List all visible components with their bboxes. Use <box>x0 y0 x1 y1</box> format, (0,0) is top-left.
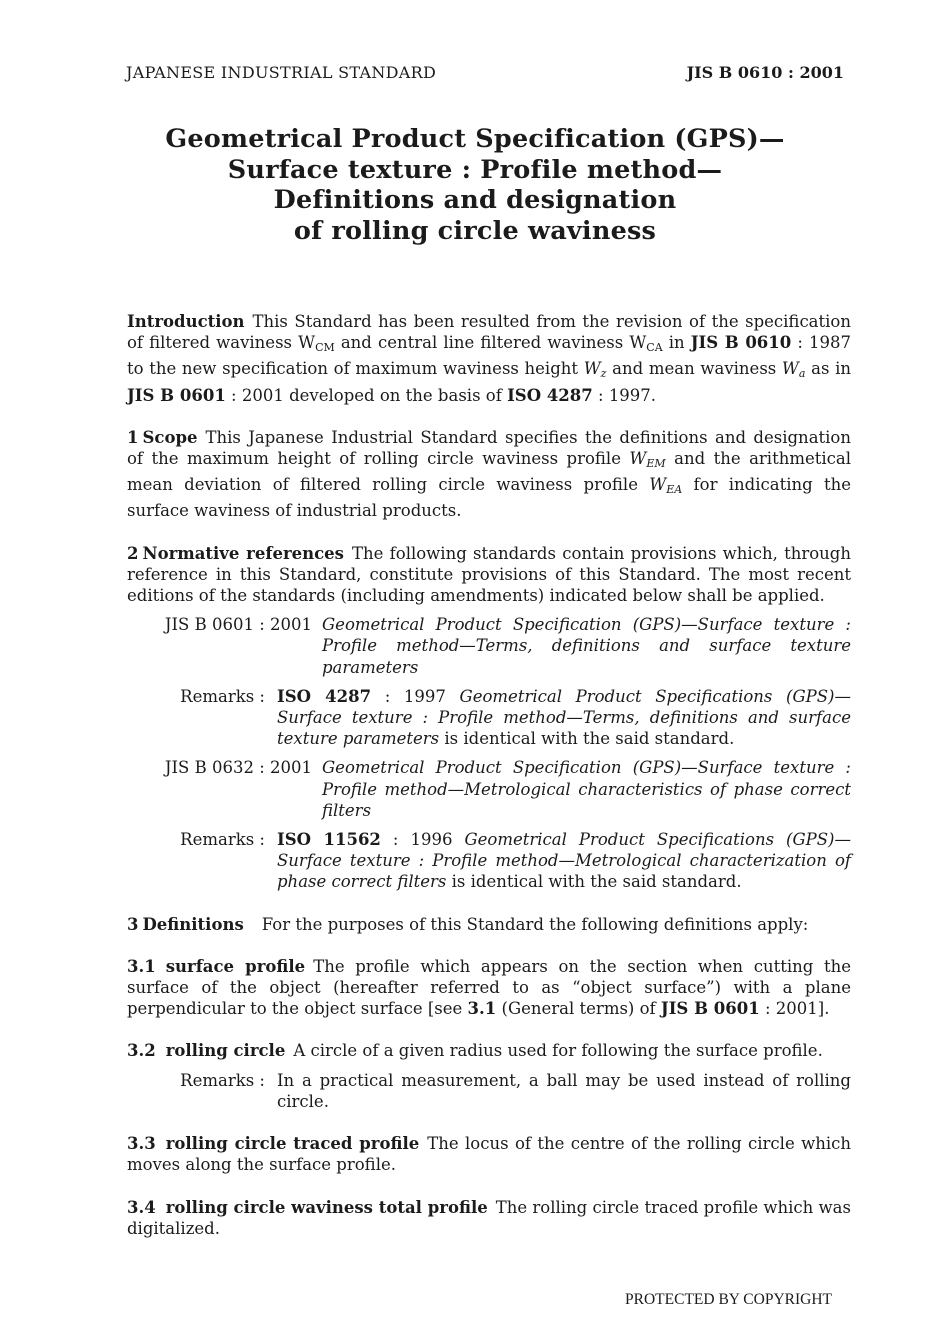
remark-tail: is identical with the said standard. <box>439 729 735 749</box>
definition-text: The profile which appears on the section when cutting the surface of the object (hereafter referred to as “object surface”) with a plane perpendicular to the object surface [see <box>127 956 851 1019</box>
standard-reference: JIS B 0610 <box>690 333 792 353</box>
intro-text: : 1997. <box>592 385 657 405</box>
symbol: W <box>649 475 667 495</box>
copyright-notice: PROTECTED BY COPYRIGHT <box>625 1291 832 1308</box>
symbol: W <box>781 359 799 379</box>
scope-text: and the arithmetical mean deviation of filtered rolling circle waviness profile <box>127 449 851 495</box>
definition-term: rolling circle waviness total profile <box>165 1197 488 1217</box>
definitions-heading: Definitions <box>142 914 244 934</box>
symbol: W <box>629 449 647 469</box>
definition-text: The locus of the centre of the rolling circle which moves along the surface profile. <box>127 1134 851 1175</box>
section-number: 2 <box>127 543 139 563</box>
iso-reference: ISO 11562 <box>277 830 381 850</box>
definition-number: 3.2 <box>127 1041 156 1061</box>
reference-entry <box>127 614 851 678</box>
scope-heading: Scope <box>142 427 198 447</box>
normative-references-section <box>127 543 851 893</box>
remark-tail: is identical with the said standard. <box>446 872 742 892</box>
header-standard-label: JAPANESE INDUSTRIAL STANDARD <box>126 63 437 82</box>
iso-reference: ISO 4287 <box>277 686 372 706</box>
definition-3-1 <box>127 956 851 1020</box>
subscript: EM <box>646 457 666 471</box>
title-line-1: Geometrical Product Specification (GPS)— <box>165 124 785 154</box>
reference-title: Geometrical Product Specification (GPS)—Surface texture : Profile method—Terms, definitions and surface texture parameters <box>322 615 851 677</box>
remark-label: Remarks : <box>180 686 265 706</box>
reference-label: JIS B 0632 : 2001 <box>164 758 312 778</box>
clause-reference: 3.1 <box>467 999 497 1019</box>
definition-3-3 <box>127 1133 851 1175</box>
definition-3-4 <box>127 1197 851 1239</box>
normative-references-text: The following standards contain provisions which, through reference in this Standard, constitute provisions of this Standard. The most recent editions of the standards (including amendments) indicated below shall be applied. <box>127 543 851 606</box>
intro-text: as in <box>805 359 851 379</box>
definition-3-2 <box>127 1040 851 1112</box>
definitions-text: For the purposes of this Standard the following definitions apply: <box>261 914 809 934</box>
introduction-heading: Introduction <box>127 312 245 331</box>
remark-title: Geometrical Product Specifications (GPS)—Surface texture : Profile method—Terms, definitions and surface texture parameters <box>277 686 851 749</box>
definition-number: 3.1 <box>127 956 156 976</box>
title-line-4: of rolling circle waviness <box>293 215 657 246</box>
normative-references-paragraph <box>127 543 851 607</box>
intro-text: and mean waviness <box>606 359 782 379</box>
intro-text: in <box>662 333 691 353</box>
definitions-paragraph <box>127 914 851 935</box>
subscript: EA <box>666 483 683 497</box>
standard-reference: ISO 4287 <box>507 385 593 405</box>
symbol: W <box>583 359 601 379</box>
reference-title: Geometrical Product Specification (GPS)—Surface texture : Profile method—Metrological characteristics of phase correct filters <box>322 758 851 820</box>
normative-references-heading: Normative references <box>142 543 344 563</box>
remark-text: In a practical measurement, a ball may be used instead of rolling circle. <box>277 1070 851 1111</box>
section-number: 3 <box>127 914 139 934</box>
intro-text: This Standard has been resulted from the revision of the specification of filtered waviness W <box>127 312 851 353</box>
definition-text: (General terms) of <box>496 999 661 1019</box>
intro-text: and central line filtered waviness W <box>334 333 647 353</box>
definition-number: 3.3 <box>127 1134 156 1154</box>
subscript: z <box>600 367 607 381</box>
title-line-3: Definitions and designation <box>273 185 677 215</box>
remark-label: Remarks : <box>180 1070 265 1090</box>
scope-text: This Japanese Industrial Standard specifies the definitions and designation of the maximum height of rolling circle waviness profile <box>127 427 851 469</box>
definition-term: rolling circle <box>165 1041 286 1061</box>
definition-3-2-text <box>127 1040 851 1061</box>
introduction-paragraph <box>127 311 851 406</box>
definition-text: A circle of a given radius used for following the surface profile. <box>293 1041 823 1061</box>
intro-text: : 1987 to the new specification of maximum waviness height <box>127 333 851 379</box>
intro-text: : 2001 developed on the basis of <box>225 385 508 405</box>
reference-entry <box>127 757 851 821</box>
scope-text: for indicating the surface waviness of industrial products. <box>127 475 851 521</box>
remark-label: Remarks : <box>180 830 265 850</box>
remark-year: : 1997 <box>371 686 460 706</box>
standard-reference: JIS B 0601 <box>660 999 760 1019</box>
definition-text: The rolling circle traced profile which was digitalized. <box>127 1197 851 1238</box>
document-title <box>0 124 950 246</box>
definition-term: surface profile <box>165 956 306 976</box>
definition-remark <box>127 1070 851 1112</box>
document-body <box>127 311 851 1260</box>
reference-label: JIS B 0601 : 2001 <box>164 615 312 635</box>
definition-term: rolling circle traced profile <box>165 1134 420 1154</box>
standard-reference: JIS B 0601 <box>127 385 226 405</box>
definition-text: : 2001]. <box>759 999 830 1019</box>
subscript: CM <box>315 341 335 355</box>
subscript: a <box>798 367 806 381</box>
reference-remark <box>127 829 851 893</box>
remark-year: : 1996 <box>380 830 465 850</box>
definition-number: 3.4 <box>127 1197 156 1217</box>
remark-text <box>277 829 851 893</box>
title-line-2: Surface texture : Profile method— <box>227 154 723 185</box>
header-standard-number: JIS B 0610 : 2001 <box>686 63 844 82</box>
remark-text <box>277 686 851 750</box>
reference-remark <box>127 686 851 750</box>
scope-paragraph <box>127 427 851 522</box>
remark-title: Geometrical Product Specifications (GPS)—Surface texture : Profile method—Metrological characterization of phase correct filters <box>277 830 851 892</box>
section-number: 1 <box>127 427 139 447</box>
subscript: CA <box>646 341 663 355</box>
